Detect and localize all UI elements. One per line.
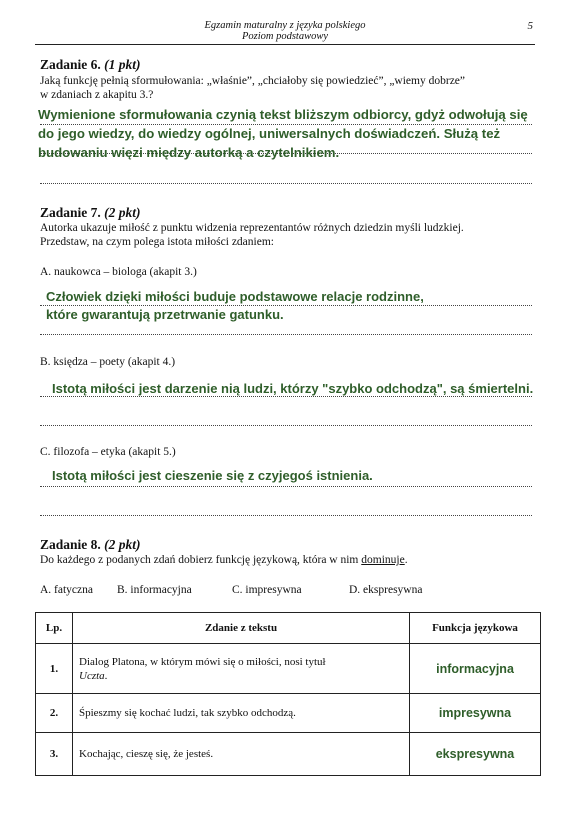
table-header-row — [36, 613, 541, 644]
function-options — [0, 584, 564, 598]
task7-question-line1: Autorka ukazuje miłość z punktu widzenia reprezentantów różnych dziedzin myśli ludzkiej. — [40, 222, 464, 234]
task7-title — [40, 205, 141, 221]
answer-line — [40, 486, 532, 487]
row-sentence: Śpieszmy się kochać ludzi, tak szybko odchodzą. — [73, 694, 410, 733]
task8-points: (2 pkt) — [104, 537, 141, 552]
function-table — [35, 612, 541, 776]
task6-answer[interactable]: Wymienione sformułowania czynią tekst bliższym odbiorcy, gdyż odwołują się do jego wiedzy, do wiedzy ogólnej, uniwersalnych doświadczeń. Służą też budowaniu więzi między autorką a czytelnikiem. — [38, 107, 528, 160]
task7-b-answer[interactable]: Istotą miłości jest darzenie nią ludzi, którzy "szybko odchodzą", są śmiertelni. — [52, 381, 534, 396]
table-row — [36, 644, 541, 694]
answer-line — [40, 183, 532, 184]
row-sentence: Kochając, cieszę się, że jesteś. — [73, 733, 410, 776]
task7-points: (2 pkt) — [104, 205, 141, 220]
sentence-title: Uczta — [79, 669, 105, 682]
answer-line — [40, 396, 532, 397]
row-number: 2. — [36, 694, 73, 733]
table-row — [36, 694, 541, 733]
option-b: B. informacyjna — [117, 584, 192, 596]
answer-line — [40, 334, 532, 335]
task7-c-answer[interactable]: Istotą miłości jest cieszenie się z czyjegoś istnienia. — [52, 468, 373, 483]
task8-label: Zadanie 8. — [40, 537, 101, 552]
row-function-answer[interactable]: impresywna — [410, 694, 541, 733]
instruction-emphasis: dominuje — [361, 554, 405, 566]
sentence-text: Dialog Platona, w którym mówi się o miłości, nosi tytuł — [79, 655, 326, 668]
answer-line — [40, 425, 532, 426]
page-number: 5 — [527, 20, 533, 32]
header-lp: Lp. — [36, 613, 73, 644]
sentence-end: . — [104, 669, 108, 682]
task7-b-label: B. księdza – poety (akapit 4.) — [40, 356, 176, 368]
task6-points: (1 pkt) — [104, 57, 141, 72]
task7-a-label: A. naukowca – biologa (akapit 3.) — [40, 266, 197, 278]
answer-line — [40, 515, 532, 516]
instruction-text: Do każdego z podanych zdań dobierz funkcję językową, która w nim — [40, 554, 362, 566]
option-c: C. impresywna — [232, 584, 302, 596]
exam-level: Poziom podstawowy — [241, 31, 329, 42]
task8-title — [40, 537, 141, 553]
task7-a-answer-line1[interactable]: Człowiek dzięki miłości buduje podstawowe relacje rodzinne, — [46, 289, 424, 304]
row-sentence — [73, 644, 410, 694]
option-d: D. ekspresywna — [349, 584, 423, 596]
row-number: 3. — [36, 733, 73, 776]
task6-question-line1: Jaką funkcję pełnią sformułowania: „właśnie”, „chciałoby się powiedzieć”, „wiemy dobrze” — [40, 75, 466, 87]
instruction-end: . — [404, 554, 408, 566]
task6-label: Zadanie 6. — [40, 57, 101, 72]
task7-c-label: C. filozofa – etyka (akapit 5.) — [40, 446, 176, 458]
row-function-answer[interactable]: ekspresywna — [410, 733, 541, 776]
row-function-answer[interactable]: informacyjna — [410, 644, 541, 694]
task7-question-line2: Przedstaw, na czym polega istota miłości zdaniem: — [40, 236, 274, 248]
option-a: A. fatyczna — [40, 584, 93, 596]
task7-label: Zadanie 7. — [40, 205, 101, 220]
exam-title: Egzamin maturalny z języka polskiego — [204, 20, 366, 31]
page-header — [35, 18, 535, 45]
header-function: Funkcja językowa — [410, 613, 541, 644]
answer-line — [40, 305, 532, 306]
row-number: 1. — [36, 644, 73, 694]
task6-question-line2: w zdaniach z akapitu 3.? — [40, 89, 154, 101]
table-row — [36, 733, 541, 776]
task6-title — [40, 57, 141, 73]
task8-instruction — [40, 554, 408, 568]
header-sentence: Zdanie z tekstu — [73, 613, 410, 644]
task7-a-answer-line2[interactable]: które gwarantują przetrwanie gatunku. — [46, 307, 284, 322]
